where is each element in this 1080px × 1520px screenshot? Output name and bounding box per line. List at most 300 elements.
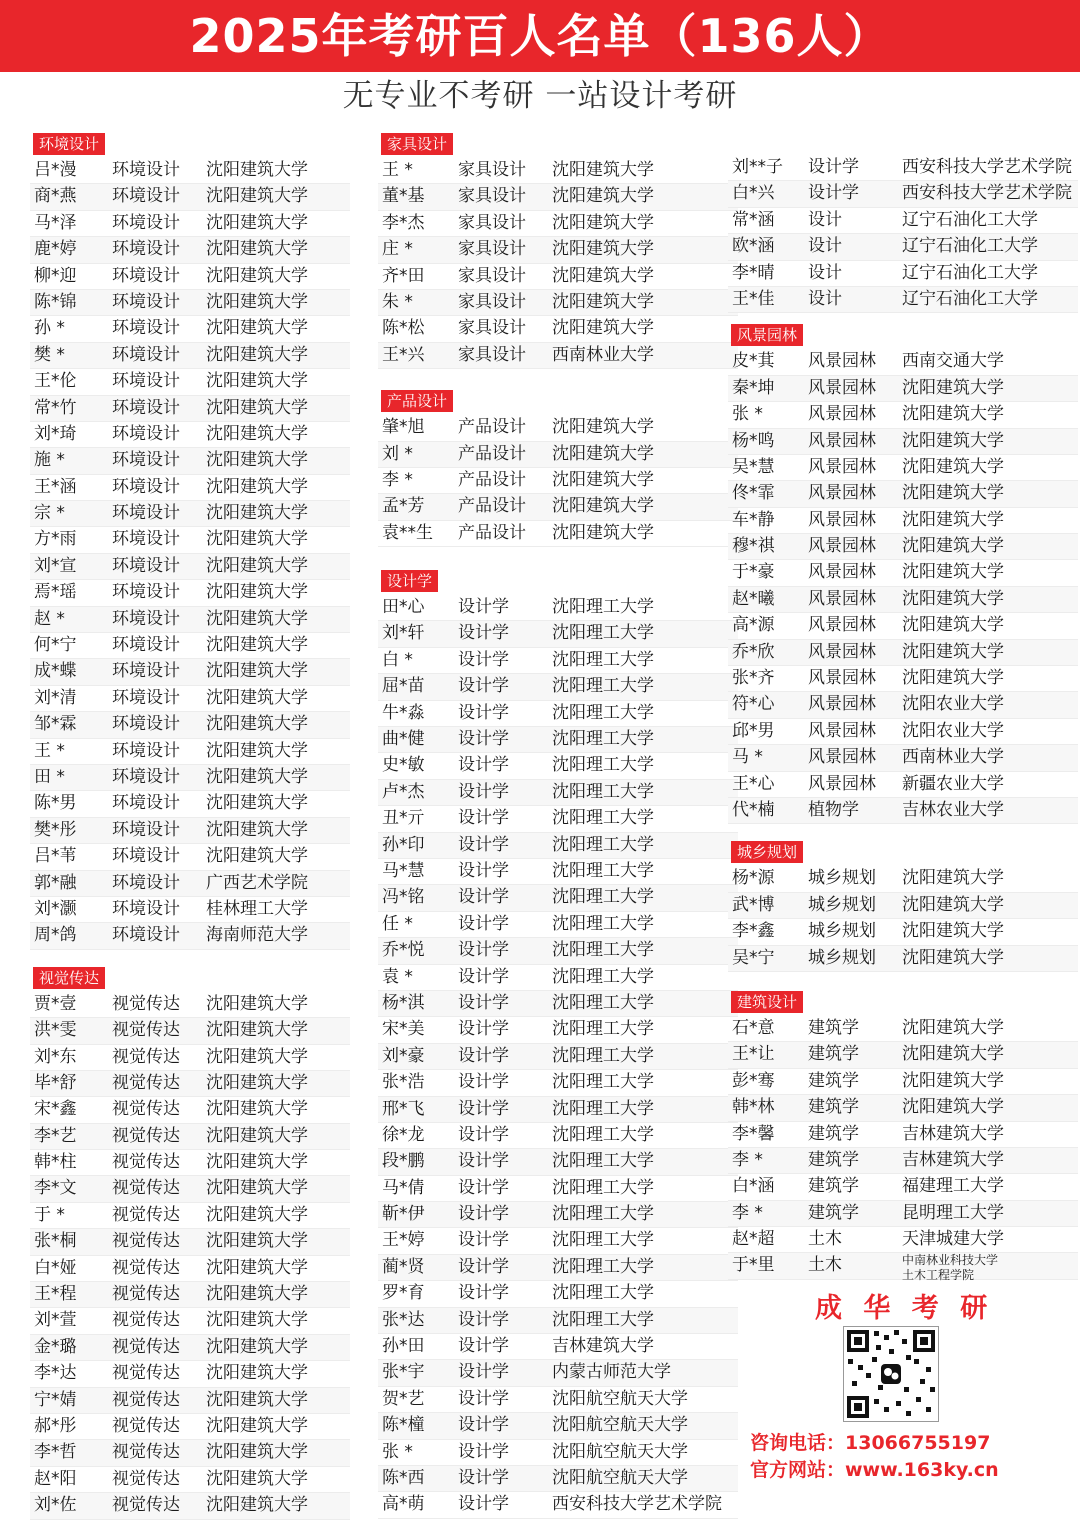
student-name: 白*娅: [34, 1257, 77, 1278]
school: 沈阳建筑大学: [902, 588, 1004, 609]
major: 视觉传达: [112, 1152, 180, 1173]
table-row: [30, 369, 350, 395]
student-name: 陈*松: [382, 318, 425, 339]
table-row: [378, 494, 738, 520]
major: 家具设计: [458, 160, 526, 180]
major: 设计学: [458, 887, 509, 908]
school: 沈阳建筑大学: [206, 291, 308, 312]
school: 沈阳建筑大学: [206, 1125, 308, 1146]
major: 风景园林: [808, 615, 876, 636]
school: 沈阳建筑大学: [206, 186, 308, 207]
section: [728, 155, 1078, 313]
major: 视觉传达: [112, 1442, 180, 1463]
major: 环境设计: [112, 186, 180, 207]
school: 沈阳建筑大学: [206, 661, 308, 682]
school: 沈阳建筑大学: [552, 265, 654, 286]
student-name: 高*萌: [382, 1494, 425, 1515]
table-row: [378, 1044, 738, 1070]
major: 风景园林: [808, 351, 876, 372]
student-name: 吴*宁: [732, 947, 775, 968]
major: 设计学: [458, 1362, 509, 1383]
school: 沈阳农业大学: [902, 694, 1004, 715]
school: 沈阳建筑大学: [206, 423, 308, 444]
table-row: [378, 1466, 738, 1492]
section-header: [728, 990, 1078, 1014]
student-name: 佟*霏: [732, 483, 775, 504]
school: 桂林理工大学: [206, 898, 308, 919]
table-row: [30, 1388, 350, 1414]
major: 视觉传达: [112, 1336, 180, 1357]
table-row: [378, 1387, 738, 1413]
school: 沈阳建筑大学: [206, 529, 308, 550]
school: 沈阳建筑大学: [902, 1017, 1004, 1038]
student-name: 杨*淇: [382, 992, 425, 1013]
table-row: [30, 554, 350, 580]
major: 设计学: [458, 1151, 509, 1172]
student-name: 宋*美: [382, 1019, 425, 1040]
table-row: [728, 1227, 1078, 1253]
section: [728, 840, 1078, 972]
school: 沈阳理工大学: [552, 1098, 654, 1119]
table-row: [378, 1097, 738, 1123]
major: 风景园林: [808, 456, 876, 477]
school: 辽宁石油化工大学: [902, 236, 1038, 257]
student-name: 马*倩: [382, 1177, 425, 1198]
school: 沈阳建筑大学: [206, 740, 308, 761]
major: 风景园林: [808, 773, 876, 794]
table-row: [728, 1095, 1078, 1121]
major: 设计学: [458, 834, 509, 855]
student-name: 董*基: [382, 186, 425, 207]
student-name: 肇*旭: [382, 417, 425, 438]
major: 环境设计: [112, 555, 180, 576]
table-row: [30, 1203, 350, 1229]
major: 环境设计: [112, 714, 180, 735]
major: 环境设计: [112, 872, 180, 893]
student-name: 李*杰: [382, 212, 425, 233]
student-name: 于 *: [34, 1204, 65, 1225]
student-name: 陈*橦: [382, 1415, 425, 1436]
table-row: [378, 316, 738, 342]
school: 沈阳建筑大学: [206, 1099, 308, 1120]
table-row: [728, 919, 1078, 945]
student-name: 代*楠: [732, 799, 775, 820]
major: 设计学: [458, 1098, 509, 1119]
student-name: 田 *: [34, 766, 65, 787]
table-row: [378, 1176, 738, 1202]
student-name: 韩*林: [732, 1097, 775, 1118]
student-name: 周*鸽: [34, 925, 77, 946]
school: 沈阳理工大学: [552, 676, 654, 697]
table-row: [30, 211, 350, 237]
school: 沈阳建筑大学: [902, 1070, 1004, 1091]
table-row: [30, 290, 350, 316]
school: 沈阳建筑大学: [552, 496, 654, 517]
school: 沈阳建筑大学: [902, 615, 1004, 636]
table-row: [378, 468, 738, 494]
table-row: [378, 415, 738, 441]
table-row: [378, 237, 738, 263]
school: 西安科技大学艺术学院: [902, 183, 1072, 204]
major: 环境设计: [112, 529, 180, 550]
school: 内蒙古师范大学: [552, 1362, 671, 1383]
student-name: 王*涵: [34, 476, 77, 497]
school: 昆明理工大学: [902, 1202, 1004, 1223]
contact-website[interactable]: 官方网站：www.163ky.cn: [750, 1459, 999, 1481]
student-name: 赵 *: [34, 608, 65, 629]
student-name: 皮*萁: [732, 351, 775, 372]
section-label: 风景园林: [731, 324, 803, 346]
major: 设计学: [458, 1283, 509, 1304]
school: 沈阳建筑大学: [206, 1284, 308, 1305]
major: 设计学: [458, 1309, 509, 1330]
table-row: [30, 712, 350, 738]
table-row: [30, 1124, 350, 1150]
major: 建筑学: [808, 1070, 859, 1091]
student-name: 李 *: [382, 469, 413, 490]
table-row: [728, 349, 1078, 375]
student-name: 施 *: [34, 450, 65, 471]
major: 视觉传达: [112, 1125, 180, 1146]
major: 建筑学: [808, 1176, 859, 1197]
student-name: 张 *: [732, 404, 763, 425]
school: 沈阳理工大学: [552, 1124, 654, 1145]
student-name: 常*涵: [732, 209, 775, 230]
student-name: 李 *: [732, 1202, 763, 1223]
school: 天津城建大学: [902, 1229, 1004, 1250]
major: 风景园林: [808, 562, 876, 583]
student-name: 刘*灏: [34, 898, 77, 919]
table-row: [30, 580, 350, 606]
table-row: [30, 1335, 350, 1361]
student-list: [378, 595, 738, 1519]
student-name: 屈*苗: [382, 676, 425, 697]
table-row: [378, 1123, 738, 1149]
table-row: [728, 1201, 1078, 1227]
school: 沈阳建筑大学: [902, 1097, 1004, 1118]
table-row: [378, 343, 738, 369]
brand-name: 成 华 考 研: [815, 1293, 994, 1324]
major: 风景园林: [808, 641, 876, 662]
table-row: [378, 1281, 738, 1307]
school: 沈阳航空航天大学: [552, 1388, 688, 1409]
student-list: [30, 992, 350, 1520]
major: 城乡规划: [808, 894, 876, 915]
student-name: 马*慧: [382, 860, 425, 881]
section-header: [378, 569, 738, 593]
section: [378, 569, 738, 1519]
student-name: 吴*慧: [732, 456, 775, 477]
student-name: 郭*融: [34, 872, 77, 893]
school: 沈阳建筑大学: [206, 265, 308, 286]
student-name: 刘 *: [382, 443, 413, 464]
major: 设计学: [458, 1124, 509, 1145]
table-row: [728, 1042, 1078, 1068]
major: 家具设计: [458, 291, 526, 312]
table-row: [30, 501, 350, 527]
school: 沈阳建筑大学: [902, 562, 1004, 583]
major: 设计学: [458, 808, 509, 829]
major: 设计学: [458, 940, 509, 961]
table-row: [728, 508, 1078, 534]
major: 风景园林: [808, 430, 876, 451]
school: 沈阳建筑大学: [206, 1178, 308, 1199]
school: 沈阳建筑大学: [206, 1310, 308, 1331]
section: [728, 323, 1078, 824]
major: 视觉传达: [112, 1284, 180, 1305]
student-name: 贺*艺: [382, 1388, 425, 1409]
school: 沈阳理工大学: [552, 1019, 654, 1040]
school: 沈阳建筑大学: [902, 536, 1004, 557]
section-label: 城乡规划: [731, 841, 803, 863]
major: 设计学: [458, 1072, 509, 1093]
table-row: [378, 595, 738, 621]
major: 建筑学: [808, 1123, 859, 1144]
major: 家具设计: [458, 265, 526, 286]
student-name: 石*意: [732, 1017, 775, 1038]
student-name: 洪*雯: [34, 1020, 77, 1041]
student-name: 李*晴: [732, 262, 775, 283]
table-row: [30, 475, 350, 501]
school: 西南交通大学: [902, 351, 1004, 372]
table-row: [378, 674, 738, 700]
student-name: 田*心: [382, 597, 425, 618]
section-gap: [728, 824, 1078, 840]
section: [378, 132, 738, 369]
section-label: 产品设计: [381, 390, 453, 412]
table-row: [30, 1071, 350, 1097]
school: 沈阳建筑大学: [206, 608, 308, 629]
major: 设计学: [458, 1494, 509, 1515]
section-header: [728, 323, 1078, 347]
school: 辽宁石油化工大学: [902, 288, 1038, 309]
school: 沈阳理工大学: [552, 992, 654, 1013]
major: 设计学: [458, 1204, 509, 1225]
major: 环境设计: [112, 898, 180, 919]
table-row: [728, 208, 1078, 234]
table-row: [30, 1045, 350, 1071]
student-name: 刘*清: [34, 687, 77, 708]
major: 环境设计: [112, 344, 180, 365]
major: 设计学: [458, 623, 509, 644]
school: 沈阳理工大学: [552, 1177, 654, 1198]
school: 沈阳建筑大学: [206, 993, 308, 1014]
school: 沈阳理工大学: [552, 1045, 654, 1066]
major: 环境设计: [112, 793, 180, 814]
major: 城乡规划: [808, 921, 876, 942]
student-name: 高*源: [732, 615, 775, 636]
qr-code-icon: [843, 1326, 939, 1422]
school: 沈阳理工大学: [552, 597, 654, 618]
major: 设计学: [458, 597, 509, 618]
school: 沈阳建筑大学: [206, 212, 308, 233]
student-name: 张*浩: [382, 1072, 425, 1093]
section-header: [728, 840, 1078, 864]
table-row: [728, 261, 1078, 287]
student-name: 乔*悦: [382, 940, 425, 961]
contact-phone: 咨询电话：13066755197: [750, 1432, 991, 1454]
school: 吉林建筑大学: [552, 1336, 654, 1357]
major: 视觉传达: [112, 993, 180, 1014]
student-list: [728, 866, 1078, 972]
table-row: [30, 448, 350, 474]
school: 吉林建筑大学: [902, 1149, 1004, 1170]
school: 新疆农业大学: [902, 773, 1004, 794]
section-gap: [728, 313, 1078, 323]
student-name: 王 *: [382, 160, 413, 180]
table-row: [728, 1016, 1078, 1042]
school: 沈阳理工大学: [552, 966, 654, 987]
major: 风景园林: [808, 720, 876, 741]
student-name: 宗 *: [34, 503, 65, 524]
school: 沈阳建筑大学: [206, 793, 308, 814]
table-row: [728, 1174, 1078, 1200]
table-row: [728, 287, 1078, 313]
major: 视觉传达: [112, 1020, 180, 1041]
student-name: 罗*育: [382, 1283, 425, 1304]
school: 沈阳建筑大学: [206, 1442, 308, 1463]
table-row: [30, 1493, 350, 1519]
school: 沈阳理工大学: [552, 729, 654, 750]
school: 沈阳理工大学: [552, 887, 654, 908]
major: 家具设计: [458, 318, 526, 339]
school: 沈阳建筑大学: [902, 668, 1004, 689]
major: 设计: [808, 262, 842, 283]
major: 设计学: [458, 649, 509, 670]
student-name: 孙*田: [382, 1336, 425, 1357]
table-row: [30, 1150, 350, 1176]
student-name: 孙 *: [34, 318, 65, 339]
school: 沈阳理工大学: [552, 649, 654, 670]
table-row: [728, 946, 1078, 972]
major: 环境设计: [112, 371, 180, 392]
major: 环境设计: [112, 423, 180, 444]
major: 视觉传达: [112, 1389, 180, 1410]
student-name: 吕*苇: [34, 846, 77, 867]
major: 视觉传达: [112, 1231, 180, 1252]
student-name: 孟*芳: [382, 496, 425, 517]
major: 家具设计: [458, 344, 526, 365]
student-name: 刘*轩: [382, 623, 425, 644]
table-row: [378, 648, 738, 674]
school: 沈阳建筑大学: [902, 377, 1004, 398]
major: 设计学: [458, 1415, 509, 1436]
student-name: 宋*鑫: [34, 1099, 77, 1120]
student-name: 张*桐: [34, 1231, 77, 1252]
section-label: 设计学: [381, 570, 438, 592]
table-row: [728, 376, 1078, 402]
table-row: [378, 521, 738, 547]
student-name: 李 *: [732, 1149, 763, 1170]
school: 沈阳建筑大学: [206, 555, 308, 576]
table-row: [728, 893, 1078, 919]
table-row: [378, 833, 738, 859]
major: 环境设计: [112, 846, 180, 867]
section-header: [378, 389, 738, 413]
section-header: [378, 132, 738, 156]
school: 沈阳建筑大学: [206, 476, 308, 497]
school: 沈阳建筑大学: [902, 456, 1004, 477]
section: [30, 132, 350, 950]
table-row: [378, 753, 738, 779]
school: 沈阳建筑大学: [206, 1363, 308, 1384]
student-name: 乔*欣: [732, 641, 775, 662]
table-row: [728, 666, 1078, 692]
school: 辽宁石油化工大学: [902, 209, 1038, 230]
major: 风景园林: [808, 377, 876, 398]
major: 产品设计: [458, 469, 526, 490]
table-row: [30, 844, 350, 870]
table-row: [378, 938, 738, 964]
student-name: 邹*霖: [34, 714, 77, 735]
column-2: [378, 132, 738, 1519]
school: 沈阳理工大学: [552, 1151, 654, 1172]
school: 沈阳建筑大学: [552, 318, 654, 339]
student-name: 赵*曦: [732, 588, 775, 609]
school: 沈阳建筑大学: [206, 687, 308, 708]
table-row: [30, 1414, 350, 1440]
major: 建筑学: [808, 1017, 859, 1038]
major: 家具设计: [458, 239, 526, 260]
student-name: 孙*印: [382, 834, 425, 855]
student-name: 武*博: [732, 894, 775, 915]
major: 风景园林: [808, 483, 876, 504]
major: 视觉传达: [112, 1363, 180, 1384]
major: 环境设计: [112, 819, 180, 840]
major: 设计学: [458, 702, 509, 723]
student-name: 刘*豪: [382, 1045, 425, 1066]
school: 沈阳建筑大学: [552, 212, 654, 233]
table-row: [378, 806, 738, 832]
section-gap: [30, 950, 350, 966]
major: 城乡规划: [808, 947, 876, 968]
school: 福建理工大学: [902, 1176, 1004, 1197]
major: 产品设计: [458, 522, 526, 543]
table-row: [728, 181, 1078, 207]
school: 沈阳建筑大学: [206, 160, 308, 180]
major: 环境设计: [112, 450, 180, 471]
student-name: 樊*彤: [34, 819, 77, 840]
student-name: 徐*龙: [382, 1124, 425, 1145]
major: 产品设计: [458, 496, 526, 517]
school: 沈阳建筑大学: [206, 371, 308, 392]
table-row: [728, 1253, 1078, 1283]
major: 视觉传达: [112, 1257, 180, 1278]
school: 沈阳建筑大学: [206, 1468, 308, 1489]
student-name: 丑*亓: [382, 808, 425, 829]
student-name: 曲*健: [382, 729, 425, 750]
student-list: [728, 1016, 1078, 1283]
student-name: 赵*超: [732, 1229, 775, 1250]
student-name: 卢*杰: [382, 781, 425, 802]
school: 沈阳建筑大学: [206, 1020, 308, 1041]
major: 环境设计: [112, 160, 180, 180]
school: 沈阳建筑大学: [206, 819, 308, 840]
student-name: 杨*源: [732, 868, 775, 889]
school: 沈阳航空航天大学: [552, 1441, 688, 1462]
school: 沈阳建筑大学: [552, 239, 654, 260]
table-row: [728, 866, 1078, 892]
table-row: [728, 560, 1078, 586]
table-row: [378, 701, 738, 727]
school: 沈阳建筑大学: [552, 291, 654, 312]
major: 视觉传达: [112, 1468, 180, 1489]
table-row: [378, 1202, 738, 1228]
school: 沈阳建筑大学: [206, 1231, 308, 1252]
section-gap: [378, 369, 738, 389]
school: 海南师范大学: [206, 925, 308, 946]
table-row: [30, 659, 350, 685]
